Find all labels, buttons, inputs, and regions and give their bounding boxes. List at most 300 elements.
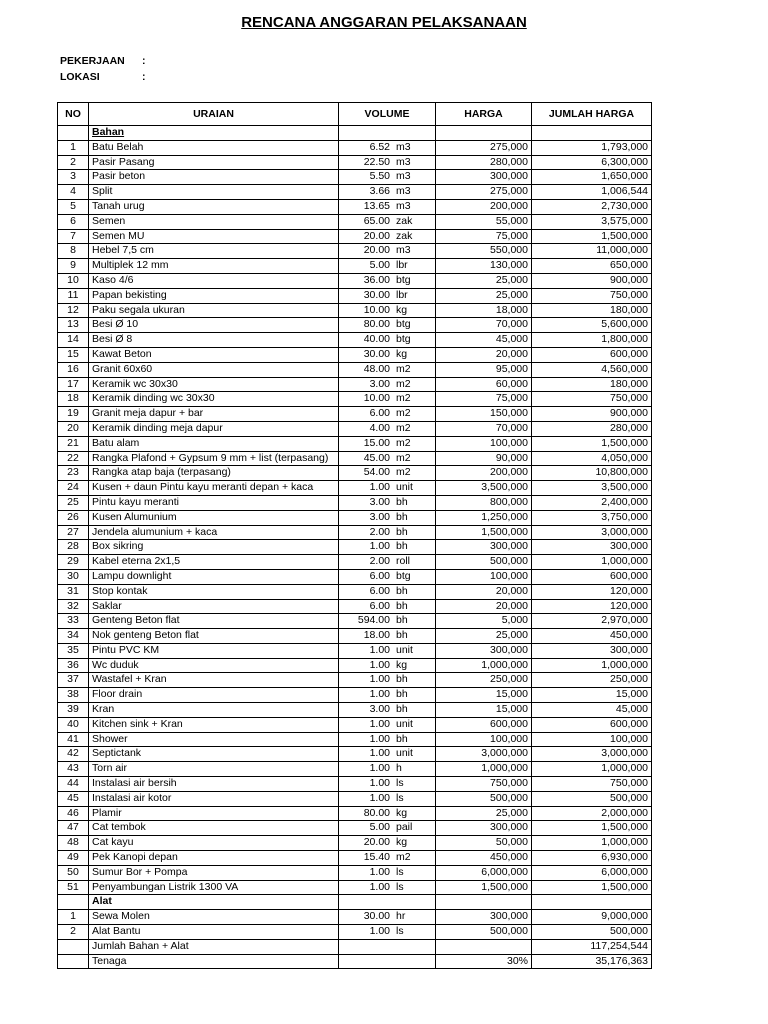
cell-uraian: Granit 60x60 <box>89 362 339 377</box>
cell-volume <box>339 806 436 821</box>
volume-qty: 1.00 <box>369 688 390 701</box>
cell-no: 18 <box>58 392 89 407</box>
cell-harga: 25,000 <box>436 273 532 288</box>
cell-no: 42 <box>58 747 89 762</box>
cell-uraian: Kusen Alumunium <box>89 510 339 525</box>
table-row <box>58 495 652 510</box>
cell-jumlah: 600,000 <box>532 347 652 362</box>
cell-harga: 25,000 <box>436 806 532 821</box>
cell-volume <box>339 599 436 614</box>
cell-uraian: Semen MU <box>89 229 339 244</box>
cell-no: 8 <box>58 244 89 259</box>
cell-no: 47 <box>58 821 89 836</box>
table-row <box>58 880 652 895</box>
table-row <box>58 643 652 658</box>
volume-unit: bh <box>396 673 408 686</box>
cell-jumlah: 250,000 <box>532 673 652 688</box>
cell-harga: 150,000 <box>436 407 532 422</box>
volume-qty: 48.00 <box>363 362 390 375</box>
cell-jumlah: 450,000 <box>532 629 652 644</box>
cell-uraian: Papan bekisting <box>89 288 339 303</box>
cell-volume <box>339 836 436 851</box>
cell-volume <box>339 170 436 185</box>
volume-qty: 3.00 <box>369 495 390 508</box>
cell-no: 4 <box>58 185 89 200</box>
table-row <box>58 525 652 540</box>
cell-uraian: Kusen + daun Pintu kayu meranti depan + kaca <box>89 481 339 496</box>
cell-volume <box>339 466 436 481</box>
cell-harga: 15,000 <box>436 688 532 703</box>
volume-qty: 30.00 <box>363 347 390 360</box>
volume-qty: 1.00 <box>369 747 390 760</box>
table-row <box>58 584 652 599</box>
cell-volume <box>339 851 436 866</box>
cell-volume <box>339 318 436 333</box>
cell-volume <box>339 540 436 555</box>
cell-harga: 500,000 <box>436 925 532 940</box>
volume-qty: 20.00 <box>363 836 390 849</box>
volume-qty: 1.00 <box>369 732 390 745</box>
cell-volume <box>339 451 436 466</box>
table-row <box>58 614 652 629</box>
volume-unit: kg <box>396 303 408 316</box>
cell-volume <box>339 229 436 244</box>
cell-volume <box>339 259 436 274</box>
volume-qty: 10.00 <box>363 392 390 405</box>
cell-harga: 300,000 <box>436 910 532 925</box>
cell-harga: 100,000 <box>436 732 532 747</box>
cell-jumlah: 650,000 <box>532 259 652 274</box>
cell-uraian: Wc duduk <box>89 658 339 673</box>
volume-qty: 22.50 <box>363 155 390 168</box>
volume-unit: ls <box>396 925 404 938</box>
cell-uraian: Rangka Plafond + Gypsum 9 mm + list (terpasang) <box>89 451 339 466</box>
cell-uraian: Jumlah Bahan + Alat <box>89 939 339 954</box>
cell-harga: 600,000 <box>436 717 532 732</box>
cell-jumlah: 6,000,000 <box>532 865 652 880</box>
cell-jumlah: 750,000 <box>532 392 652 407</box>
cell-volume <box>339 185 436 200</box>
cell-jumlah: 5,600,000 <box>532 318 652 333</box>
table-row <box>58 421 652 436</box>
volume-unit: m3 <box>396 140 411 153</box>
cell-volume <box>339 555 436 570</box>
cell-jumlah: 750,000 <box>532 777 652 792</box>
cell-harga: 5,000 <box>436 614 532 629</box>
cell-jumlah: 180,000 <box>532 303 652 318</box>
cell-uraian: Sumur Bor + Pompa <box>89 865 339 880</box>
title-text: RENCANA ANGGARAN PELAKSANAAN <box>241 14 527 31</box>
cell-jumlah: 1,500,000 <box>532 880 652 895</box>
volume-unit: bh <box>396 540 408 553</box>
cell-uraian: Rangka atap baja (terpasang) <box>89 466 339 481</box>
volume-qty: 1.00 <box>369 673 390 686</box>
total-row <box>58 954 652 969</box>
cell-harga: 1,500,000 <box>436 880 532 895</box>
cell-no: 45 <box>58 791 89 806</box>
cell-uraian: Plamir <box>89 806 339 821</box>
cell-harga: 15,000 <box>436 703 532 718</box>
table-row <box>58 362 652 377</box>
cell-no: 51 <box>58 880 89 895</box>
volume-qty: 3.66 <box>369 185 390 198</box>
cell-no <box>58 954 89 969</box>
section-label: Bahan <box>89 126 339 141</box>
cell-harga: 18,000 <box>436 303 532 318</box>
cell-jumlah: 6,300,000 <box>532 155 652 170</box>
volume-unit: m2 <box>396 407 411 420</box>
table-row <box>58 318 652 333</box>
cell-no: 19 <box>58 407 89 422</box>
volume-unit: zak <box>396 229 413 242</box>
cell-no: 5 <box>58 199 89 214</box>
cell-no: 32 <box>58 599 89 614</box>
cell-uraian: Torn air <box>89 762 339 777</box>
table-row <box>58 214 652 229</box>
cell-harga: 1,250,000 <box>436 510 532 525</box>
cell-volume <box>339 288 436 303</box>
cell-no: 13 <box>58 318 89 333</box>
table-row <box>58 688 652 703</box>
table-row <box>58 540 652 555</box>
cell-volume <box>339 939 436 954</box>
cell-no: 36 <box>58 658 89 673</box>
table-row <box>58 806 652 821</box>
cell-uraian: Pintu kayu meranti <box>89 495 339 510</box>
cell-no: 1 <box>58 140 89 155</box>
cell-uraian: Pek Kanopi depan <box>89 851 339 866</box>
cell-uraian: Instalasi air bersih <box>89 777 339 792</box>
volume-unit: kg <box>396 806 408 819</box>
table-row <box>58 288 652 303</box>
cell-no: 33 <box>58 614 89 629</box>
volume-qty: 10.00 <box>363 303 390 316</box>
volume-unit: roll <box>396 555 411 568</box>
meta-label: PEKERJAAN <box>60 55 125 67</box>
volume-qty: 36.00 <box>363 273 390 286</box>
cell-volume <box>339 392 436 407</box>
table-row <box>58 140 652 155</box>
volume-unit: ls <box>396 777 404 790</box>
cell-jumlah <box>532 895 652 910</box>
table-row <box>58 925 652 940</box>
cell-uraian: Keramik dinding wc 30x30 <box>89 392 339 407</box>
table-row <box>58 259 652 274</box>
cell-harga: 6,000,000 <box>436 865 532 880</box>
cell-jumlah: 1,000,000 <box>532 555 652 570</box>
cell-jumlah <box>532 126 652 141</box>
cell-volume <box>339 791 436 806</box>
cell-no: 2 <box>58 925 89 940</box>
volume-unit: zak <box>396 214 413 227</box>
cell-volume <box>339 584 436 599</box>
cell-jumlah: 100,000 <box>532 732 652 747</box>
volume-unit: m2 <box>396 851 411 864</box>
volume-unit: bh <box>396 599 408 612</box>
cell-harga: 1,500,000 <box>436 525 532 540</box>
cell-volume <box>339 925 436 940</box>
volume-qty: 1.00 <box>369 865 390 878</box>
cell-no: 25 <box>58 495 89 510</box>
cell-uraian: Jendela alumunium + kaca <box>89 525 339 540</box>
cell-uraian: Pintu PVC KM <box>89 643 339 658</box>
table-row <box>58 762 652 777</box>
volume-qty: 4.00 <box>369 421 390 434</box>
cell-uraian: Keramik wc 30x30 <box>89 377 339 392</box>
cell-volume <box>339 777 436 792</box>
cell-volume <box>339 525 436 540</box>
cell-jumlah: 1,500,000 <box>532 821 652 836</box>
cell-harga: 250,000 <box>436 673 532 688</box>
volume-qty: 30.00 <box>363 288 390 301</box>
table-row <box>58 510 652 525</box>
cell-uraian: Saklar <box>89 599 339 614</box>
cell-harga: 300,000 <box>436 540 532 555</box>
header-jumlah-harga: JUMLAH HARGA <box>532 103 652 126</box>
cell-jumlah: 500,000 <box>532 791 652 806</box>
cell-harga: 800,000 <box>436 495 532 510</box>
cell-harga: 55,000 <box>436 214 532 229</box>
cell-no: 37 <box>58 673 89 688</box>
cell-volume <box>339 821 436 836</box>
cell-uraian: Penyambungan Listrik 1300 VA <box>89 880 339 895</box>
volume-qty: 40.00 <box>363 333 390 346</box>
volume-qty: 3.00 <box>369 510 390 523</box>
cell-volume <box>339 407 436 422</box>
table-row <box>58 481 652 496</box>
cell-uraian: Instalasi air kotor <box>89 791 339 806</box>
meta-separator: : <box>142 55 146 67</box>
cell-jumlah: 1,500,000 <box>532 436 652 451</box>
cell-no: 20 <box>58 421 89 436</box>
volume-unit: unit <box>396 643 413 656</box>
table-row <box>58 791 652 806</box>
cell-uraian: Tanah urug <box>89 199 339 214</box>
volume-qty: 594.00 <box>357 614 390 627</box>
cell-no: 23 <box>58 466 89 481</box>
volume-unit: m2 <box>396 362 411 375</box>
table-row <box>58 599 652 614</box>
cell-volume <box>339 880 436 895</box>
cell-jumlah: 2,970,000 <box>532 614 652 629</box>
volume-unit: lbr <box>396 288 408 301</box>
volume-unit: bh <box>396 688 408 701</box>
volume-qty: 6.52 <box>369 140 390 153</box>
table-row <box>58 392 652 407</box>
section-row <box>58 126 652 141</box>
cell-volume <box>339 673 436 688</box>
cell-jumlah: 120,000 <box>532 584 652 599</box>
volume-qty: 1.00 <box>369 717 390 730</box>
cell-no <box>58 895 89 910</box>
table-row <box>58 821 652 836</box>
volume-unit: bh <box>396 703 408 716</box>
cell-volume <box>339 347 436 362</box>
volume-unit: kg <box>396 836 408 849</box>
cell-jumlah: 120,000 <box>532 599 652 614</box>
table-body <box>58 126 652 969</box>
cell-no: 35 <box>58 643 89 658</box>
cell-no: 17 <box>58 377 89 392</box>
volume-qty: 6.00 <box>369 599 390 612</box>
table-row <box>58 569 652 584</box>
header-no: NO <box>58 103 89 126</box>
cell-harga: 275,000 <box>436 185 532 200</box>
volume-qty: 1.00 <box>369 762 390 775</box>
cell-harga: 45,000 <box>436 333 532 348</box>
volume-unit: unit <box>396 717 413 730</box>
cell-volume <box>339 510 436 525</box>
cell-volume <box>339 244 436 259</box>
cell-jumlah: 1,650,000 <box>532 170 652 185</box>
cell-jumlah: 300,000 <box>532 540 652 555</box>
cell-no: 40 <box>58 717 89 732</box>
cell-jumlah: 6,930,000 <box>532 851 652 866</box>
cell-volume <box>339 273 436 288</box>
cell-no: 31 <box>58 584 89 599</box>
cell-uraian: Besi Ø 8 <box>89 333 339 348</box>
volume-unit: ls <box>396 880 404 893</box>
cell-no: 41 <box>58 732 89 747</box>
cell-uraian: Cat tembok <box>89 821 339 836</box>
volume-unit: m2 <box>396 421 411 434</box>
volume-unit: btg <box>396 318 411 331</box>
cell-no: 44 <box>58 777 89 792</box>
cell-uraian: Batu alam <box>89 436 339 451</box>
cell-jumlah: 11,000,000 <box>532 244 652 259</box>
cell-harga: 200,000 <box>436 466 532 481</box>
table-row <box>58 155 652 170</box>
volume-unit: hr <box>396 910 406 923</box>
volume-qty: 20.00 <box>363 229 390 242</box>
table-row <box>58 910 652 925</box>
cell-volume <box>339 155 436 170</box>
cell-no: 15 <box>58 347 89 362</box>
header-uraian: URAIAN <box>89 103 339 126</box>
table-row <box>58 199 652 214</box>
volume-unit: m2 <box>396 377 411 390</box>
cell-no: 16 <box>58 362 89 377</box>
cell-volume <box>339 333 436 348</box>
cell-jumlah: 9,000,000 <box>532 910 652 925</box>
cell-no: 21 <box>58 436 89 451</box>
cell-jumlah: 45,000 <box>532 703 652 718</box>
cell-harga: 95,000 <box>436 362 532 377</box>
meta-pekerjaan <box>60 55 146 67</box>
table-row <box>58 836 652 851</box>
volume-unit: m3 <box>396 199 411 212</box>
cell-volume <box>339 436 436 451</box>
cell-no: 28 <box>58 540 89 555</box>
volume-unit: btg <box>396 569 411 582</box>
cell-uraian: Semen <box>89 214 339 229</box>
cell-uraian: Septictank <box>89 747 339 762</box>
cell-uraian: Granit meja dapur + bar <box>89 407 339 422</box>
cell-jumlah: 2,400,000 <box>532 495 652 510</box>
cell-no: 2 <box>58 155 89 170</box>
cell-volume <box>339 614 436 629</box>
cell-uraian: Kaso 4/6 <box>89 273 339 288</box>
cell-jumlah: 1,006,544 <box>532 185 652 200</box>
cell-harga: 70,000 <box>436 318 532 333</box>
cell-uraian: Box sikring <box>89 540 339 555</box>
cell-uraian: Tenaga <box>89 954 339 969</box>
cell-harga: 1,000,000 <box>436 658 532 673</box>
meta-separator: : <box>142 71 146 83</box>
cell-no: 11 <box>58 288 89 303</box>
cell-jumlah: 1,000,000 <box>532 658 652 673</box>
cell-uraian: Keramik dinding meja dapur <box>89 421 339 436</box>
cell-volume <box>339 126 436 141</box>
cell-jumlah: 1,000,000 <box>532 762 652 777</box>
cell-no: 46 <box>58 806 89 821</box>
volume-qty: 65.00 <box>363 214 390 227</box>
cell-jumlah: 35,176,363 <box>532 954 652 969</box>
volume-unit: bh <box>396 629 408 642</box>
cell-harga <box>436 939 532 954</box>
cell-volume <box>339 421 436 436</box>
cell-volume <box>339 481 436 496</box>
cell-no: 50 <box>58 865 89 880</box>
volume-unit: pail <box>396 821 413 834</box>
cell-no: 49 <box>58 851 89 866</box>
volume-unit: m3 <box>396 155 411 168</box>
cell-harga: 25,000 <box>436 288 532 303</box>
table-row <box>58 673 652 688</box>
cell-jumlah: 900,000 <box>532 407 652 422</box>
volume-unit: m2 <box>396 466 411 479</box>
cell-uraian: Stop kontak <box>89 584 339 599</box>
table-row <box>58 229 652 244</box>
volume-unit: unit <box>396 481 413 494</box>
volume-qty: 18.00 <box>363 629 390 642</box>
cell-jumlah: 180,000 <box>532 377 652 392</box>
volume-unit: btg <box>396 333 411 346</box>
cell-jumlah: 1,500,000 <box>532 229 652 244</box>
cell-uraian: Kitchen sink + Kran <box>89 717 339 732</box>
cell-jumlah: 3,575,000 <box>532 214 652 229</box>
cell-jumlah: 300,000 <box>532 643 652 658</box>
cell-harga: 100,000 <box>436 436 532 451</box>
cell-harga: 130,000 <box>436 259 532 274</box>
volume-qty: 5.00 <box>369 259 390 272</box>
volume-qty: 15.40 <box>363 851 390 864</box>
table-row <box>58 407 652 422</box>
cell-volume <box>339 732 436 747</box>
cell-jumlah: 600,000 <box>532 569 652 584</box>
cell-volume <box>339 762 436 777</box>
cell-harga: 450,000 <box>436 851 532 866</box>
cell-harga: 200,000 <box>436 199 532 214</box>
volume-unit: btg <box>396 273 411 286</box>
volume-unit: unit <box>396 747 413 760</box>
cell-no: 48 <box>58 836 89 851</box>
cell-volume <box>339 703 436 718</box>
table-row <box>58 717 652 732</box>
cell-jumlah: 3,750,000 <box>532 510 652 525</box>
cell-uraian: Split <box>89 185 339 200</box>
cell-uraian: Wastafel + Kran <box>89 673 339 688</box>
cell-uraian: Lampu downlight <box>89 569 339 584</box>
cell-jumlah: 4,050,000 <box>532 451 652 466</box>
cell-volume <box>339 362 436 377</box>
volume-qty: 6.00 <box>369 584 390 597</box>
cell-harga: 300,000 <box>436 170 532 185</box>
volume-qty: 1.00 <box>369 777 390 790</box>
volume-qty: 13.65 <box>363 199 390 212</box>
cell-volume <box>339 954 436 969</box>
cell-volume <box>339 303 436 318</box>
